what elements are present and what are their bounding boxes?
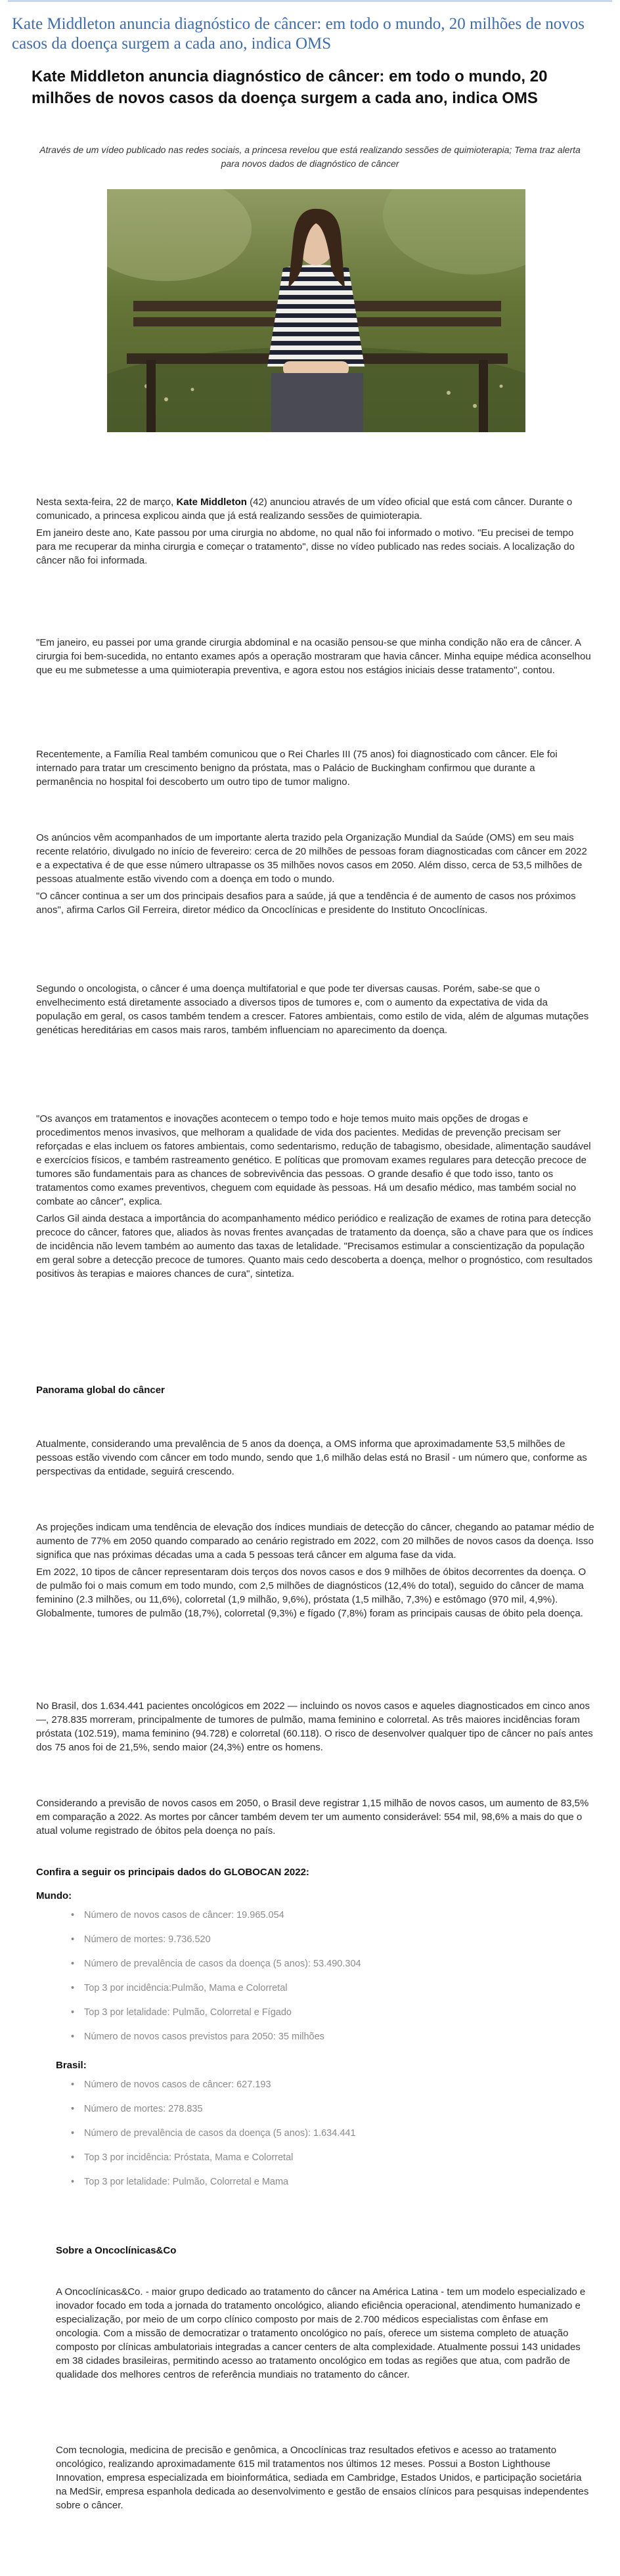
paragraph-3: "Em janeiro, eu passei por uma grande cirurgia abdominal e na ocasião pensou-se que minha condição não era de câncer. A cirurgia foi bem-sucedida, no entanto exames após a operação mostraram que havia câncer. Minha equipe médica aconselhou que eu me submetesse a uma quimioterapia preventiva, e agora estou nos estágios iniciais desse tratamento", contou.	[36, 637, 591, 676]
paragraph-8: "Os avanços em tratamentos e inovações acontecem o tempo todo e hoje temos muito mais opções de drogas e procedimentos menos invasivos, que melhoram a qualidade de vida dos pacientes. Medidas de prevenção precisam ser reforçadas e elas incluem os fatores ambientais, como sedentarismo, redução de tabagismo, obesidade, alimentação saudável e exercícios físicos, e também rastreamento genético. E políticas que promovam exames regulares para detecção precoce de tumores são fundamentais para as chances de sobrevivência das pessoas. O grande desafio é que todo isso, tanto os tratamentos como exames preventivos, cheguem com equidade às pessoas. Há um desafio médico, mas também social no combate ao câncer", explica.	[36, 1113, 591, 1207]
section-heading-sobre: Sobre a Oncoclínicas&Co	[56, 2245, 177, 2256]
list-item: • Número de novos casos previstos para 2050: 35 milhões	[68, 2030, 594, 2054]
list-item: • Número de mortes: 278.835	[68, 2102, 594, 2126]
list-item: • Top 3 por letalidade: Pulmão, Colorretal e Mama	[68, 2175, 594, 2199]
list-item: • Número de prevalência de casos da doença (5 anos): 1.634.441	[68, 2126, 594, 2150]
article-standfirst: Através de um vídeo publicado nas redes sociais, a princesa revelou que está realizando sessões de quimioterapia; Tema traz alerta para novos dados de diagnóstico de câncer	[39, 144, 581, 169]
list-item: • Número de novos casos de câncer: 19.965.054	[68, 1908, 594, 1932]
article-body-tecnologia	[56, 2443, 594, 2516]
paragraph-13: No Brasil, dos 1.634.441 pacientes oncológicos em 2022 — incluindo os novos casos e aqueles diagnosticados em cinco anos —, 278.835 morreram, principalmente de tumores de pulmão, mama feminino e colorretal. As três maiores incidências foram próstata (102.519), mama feminino (94.728) e colorretal (60.118). O risco de desenvolver qualquer tipo de câncer no país antes dos 75 anos foi de 21,5%, sendo maior (24,3%) entre os homens.	[36, 1700, 593, 1753]
person-name: Kate Middleton	[176, 497, 247, 508]
top-rule	[8, 0, 612, 2]
mundo-stats-list	[68, 1908, 594, 2054]
photo-woman-on-bench-icon	[107, 189, 525, 432]
list-item: • Número de mortes: 9.736.520	[68, 1932, 594, 1957]
list-item: • Top 3 por incidência:Pulmão, Mama e Colorretal	[68, 1981, 594, 2005]
article-body-forecast	[36, 1796, 594, 1841]
article-body-treatments	[36, 1112, 594, 1284]
article-body-sobre	[56, 2285, 594, 2385]
article-body-brasil	[36, 1699, 594, 1758]
brasil-stats-list	[68, 2077, 594, 2199]
paragraph-14: Considerando a previsão de novos casos em 2050, o Brasil deve registrar 1,15 milhão de novos casos, um aumento de 83,5% em comparação a 2022. As mortes por câncer também devem ter um aumento considerável: 554 mil, 98,6% a mais do que o atual volume registrado de óbitos pela doença no país.	[36, 1798, 589, 1836]
article-body-king	[36, 747, 594, 792]
paragraph-4: Recentemente, a Família Real também comunicou que o Rei Charles III (75 anos) foi diagnosticado com câncer. Ele foi internado para tratar um crescimento benigno da próstata, mas o Palácio de Buckingham confirmou que durante a permanência no hospital foi descoberto um outro tipo de tumor maligno.	[36, 749, 558, 788]
article-body-quote	[36, 636, 594, 680]
paragraph-10: Atualmente, considerando uma prevalência de 5 anos da doença, a OMS informa que aproximadamente 53,5 milhões de pessoas estão vivendo com câncer em todo mundo, sendo que 1,6 milhão delas está no Brasil - um número que, conforme as perspectivas da entidade, seguirá crescendo.	[36, 1438, 587, 1477]
article-photo	[107, 189, 525, 432]
paragraph-1: Nesta sexta-feira, 22 de março, Kate Middleton (42) anunciou através de um vídeo oficial que está com câncer. Durante o comunicado, a princesa explicou ainda que já está realizando sessões de quimioterapia.	[36, 497, 573, 522]
paragraph-5: Os anúncios vêm acompanhados de um importante alerta trazido pela Organização Mundial da Saúde (OMS) em seu mais recente relatório, divulgado no início de fevereiro: cerca de 20 milhões de pessoas foram diagnosticadas com câncer em 2022 e a expectativa é de que esse número ultrapasse os 35 milhões novos casos em 2050. Além disso, cerca de 53,5 milhões de pessoas atualmente estão vivendo com a doença em todo o mundo.	[36, 832, 587, 885]
article-body-causes	[36, 982, 594, 1040]
paragraph-9: Carlos Gil ainda destaca a importância do acompanhamento médico periódico e realização de exames de rotina para detecção precoce do câncer, fatores que, aliados às novas frentes avançadas de tratamento da doença, são a chave para que os índices de incidência não levem também ao aumento das taxas de letalidade. "Precisamos estimular a conscientização da população em geral sobre a detecção precoce de tumores. Quanto mais cedo descoberta a doença, melhor o prognóstico, com resultados positivos às terapias e maiores chances de cura", sintetiza.	[36, 1213, 594, 1279]
subheading-mundo: Mundo:	[36, 1890, 72, 1901]
paragraph-6: "O câncer continua a ser um dos principais desafios para a saúde, já que a tendência é de aumento de casos nos próximos anos", afirma Carlos Gil Ferreira, diretor médico da Oncoclínicas e presidente do Instituto Oncoclínicas.	[36, 891, 576, 916]
page-title: Kate Middleton anuncia diagnóstico de câncer: em todo o mundo, 20 milhões de novos casos da doença surgem a cada ano, indica OMS	[12, 15, 585, 53]
article-headline: Kate Middleton anuncia diagnóstico de câncer: em todo o mundo, 20 milhões de novos casos da doença surgem a cada ano, indica OMS	[32, 68, 548, 107]
list-item: • Top 3 por incidência: Próstata, Mama e Colorretal	[68, 2150, 594, 2175]
article-body-intro	[36, 495, 594, 571]
paragraph-2: Em janeiro deste ano, Kate passou por uma cirurgia no abdome, no qual não foi informado o motivo. "Eu precisei de tempo para me recuperar da minha cirurgia e começar o tratamento", disse no vídeo publicado nas redes sociais. A localização do câncer não foi informada.	[36, 527, 575, 566]
paragraph-15: A Oncoclínicas&Co. - maior grupo dedicado ao tratamento do câncer na América Latina - tem um modelo especializado e inovador focado em toda a jornada do tratamento oncológico, aliando eficiência operacional, atendimento humanizado e especialização, por meio de um corpo clínico composto por mais de 2.700 médicos especialistas com ênfase em oncologia. Com a missão de democratizar o tratamento oncológico no país, oferece um sistema completo de atuação composto por clínicas ambulatoriais integradas a cancer centers de alta complexidade. Atualmente possui 143 unidades em 38 cidades brasileiras, permitindo acesso ao tratamento oncológico em todas as regiões que atua, com padrão de qualidade dos melhores centros de referência mundiais no tratamento do câncer.	[56, 2286, 586, 2380]
subheading-brasil: Brasil:	[56, 2060, 87, 2071]
article-body-projections	[36, 1521, 594, 1624]
article-body-oms	[36, 831, 594, 920]
paragraph-11: As projeções indicam uma tendência de elevação dos índices mundiais de detecção do câncer, chegando ao patamar médio de aumento de 77% em 2050 quando comparado ao cenário registrado em 2022, com 20 milhões de novos casos da doença. Isso significa que nas próximas décadas uma a cada 5 pessoas terá câncer em alguma fase da vida.	[36, 1522, 594, 1561]
section-heading-panorama: Panorama global do câncer	[36, 1385, 165, 1396]
list-item: • Número de prevalência de casos da doença (5 anos): 53.490.304	[68, 1957, 594, 1981]
list-item: • Top 3 por letalidade: Pulmão, Colorretal e Fígado	[68, 2005, 594, 2030]
list-item: • Número de novos casos de câncer: 627.193	[68, 2077, 594, 2102]
paragraph-12: Em 2022, 10 tipos de câncer representaram dois terços dos novos casos e dos 9 milhões de óbitos decorrentes da doença. O de pulmão foi o mais comum em todo mundo, com 2,5 milhões de diagnósticos (12,4% do total), seguido do câncer de mama feminino (2.3 milhões, ou 11,6%), colorretal (1,9 milhão, 9,6%), próstata (1,5 milhão, 7,3%) e estômago (970 mil, 4,9%). Globalmente, tumores de pulmão (18,7%), colorretal (9,3%) e fígado (7,8%) foram as principais causas de óbito pela doença.	[36, 1566, 587, 1619]
article-body-prevalence	[36, 1437, 594, 1482]
section-heading-globocan: Confira a seguir os principais dados do GLOBOCAN 2022:	[36, 1867, 309, 1878]
paragraph-7: Segundo o oncologista, o câncer é uma doença multifatorial e que pode ter diversas causas. Porém, sabe-se que o envelhecimento está diretamente associado a diversos tipos de tumores e, com o aumento da expectativa de vida da população em geral, os casos também tendem a crescer. Fatores ambientais, como estilo de vida, além de algumas mutações genéticas hereditárias em casos mais raros, também influenciam no aparecimento da doença.	[36, 983, 589, 1036]
paragraph-16: Com tecnologia, medicina de precisão e genômica, a Oncoclínicas traz resultados efetivos e acesso ao tratamento oncológico, realizando aproximadamente 615 mil tratamentos nos últimos 12 meses. Possui a Boston Lighthouse Innovation, empresa especializada em bioinformática, sediada em Cambridge, Estados Unidos, e participação societária na MedSir, empresa espanhola dedicada ao desenvolvimento e gestão de ensaios clínicos para pesquisas independentes sobre o câncer.	[56, 2445, 589, 2511]
